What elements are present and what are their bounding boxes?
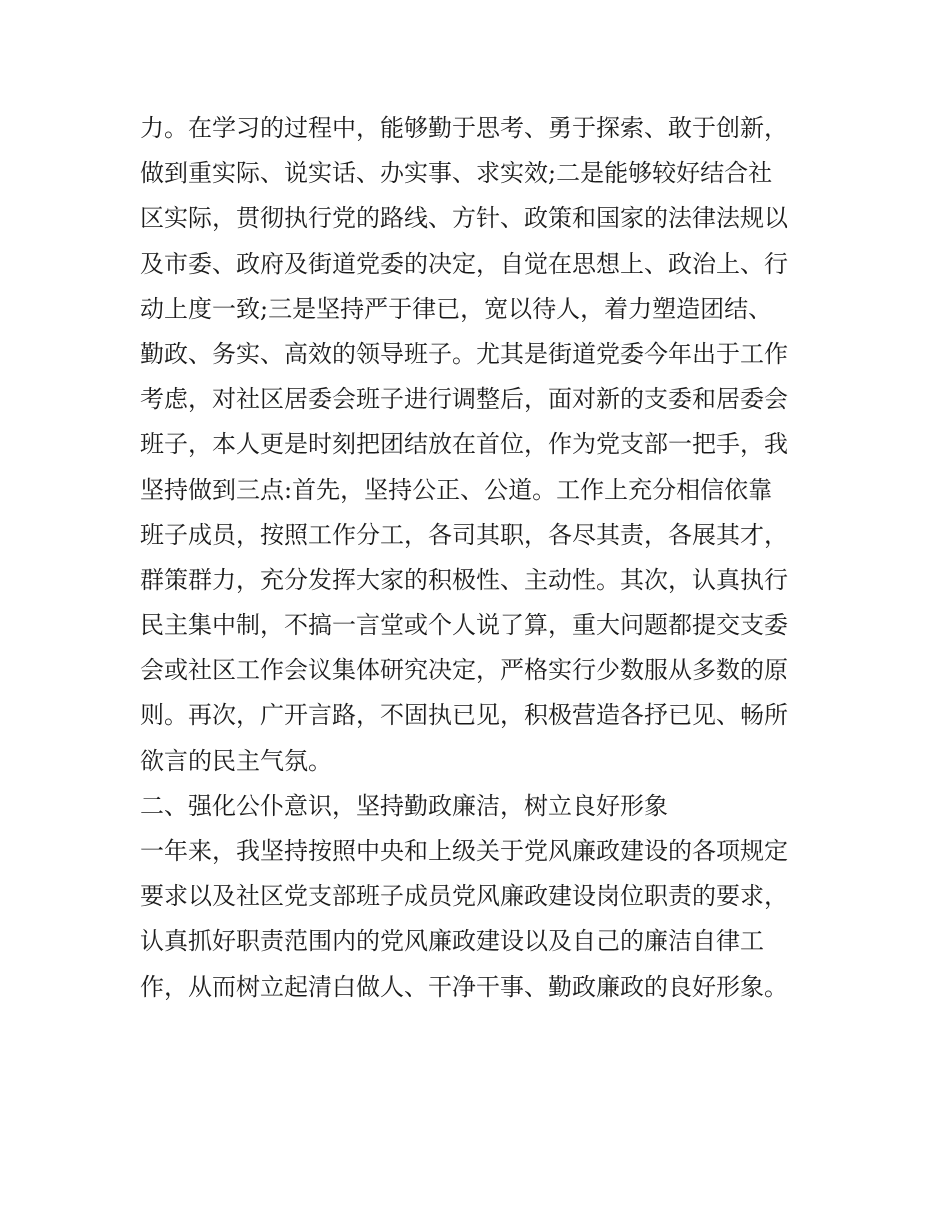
text-line: 区实际，贯彻执行党的路线、方针、政策和国家的法律法规以 (140, 204, 788, 233)
text-line: 会或社区工作会议集体研究决定，严格实行少数服从多数的原 (140, 656, 788, 685)
text-line: 坚持做到三点:首先，坚持公正、公道。工作上充分相信依靠 (140, 475, 773, 504)
text-line: 作，从而树立起清白做人、干净干事、勤政廉政的良好形象。 (140, 972, 788, 1001)
text-line: 一年来，我坚持按照中央和上级关于党风廉政建设的各项规定 (140, 837, 788, 865)
text-line: 认真抓好职责范围内的党风廉政建设以及自己的廉洁自律工 (140, 927, 764, 956)
text-line: 民主集中制，不搞一言堂或个人说了算，重大问题都提交支委 (140, 611, 788, 640)
text-line: 班子成员，按照工作分工，各司其职，各尽其责，各展其才， (140, 520, 788, 549)
text-line: 动上度一致;三是坚持严于律已，宽以待人，着力塑造团结、 (140, 294, 773, 323)
text-line: 做到重实际、说实话、办实事、求实效;二是能够较好结合社 (140, 159, 773, 188)
text-line: 考虑，对社区居委会班子进行调整后，面对新的支委和居委会 (140, 385, 788, 414)
text-line: 欲言的民主气氛。 (140, 746, 332, 775)
text-line: 及市委、政府及街道党委的决定，自觉在思想上、政治上、行 (140, 249, 788, 278)
section-heading: 二、强化公仆意识，坚持勤政廉洁，树立良好形象 (140, 791, 668, 820)
body-text (140, 106, 820, 1010)
text-line: 群策群力，充分发挥大家的积极性、主动性。其次，认真执行 (140, 565, 788, 594)
text-line: 勤政、务实、高效的领导班子。尤其是街道党委今年出于工作 (140, 339, 788, 368)
text-line: 力。在学习的过程中，能够勤于思考、勇于探索、敢于创新， (140, 114, 788, 142)
text-line: 要求以及社区党支部班子成员党风廉政建设岗位职责的要求， (140, 882, 788, 911)
text-line: 班子，本人更是时刻把团结放在首位，作为党支部一把手，我 (140, 430, 788, 459)
text-line: 则。再次，广开言路，不固执已见，积极营造各抒已见、畅所 (140, 701, 788, 730)
